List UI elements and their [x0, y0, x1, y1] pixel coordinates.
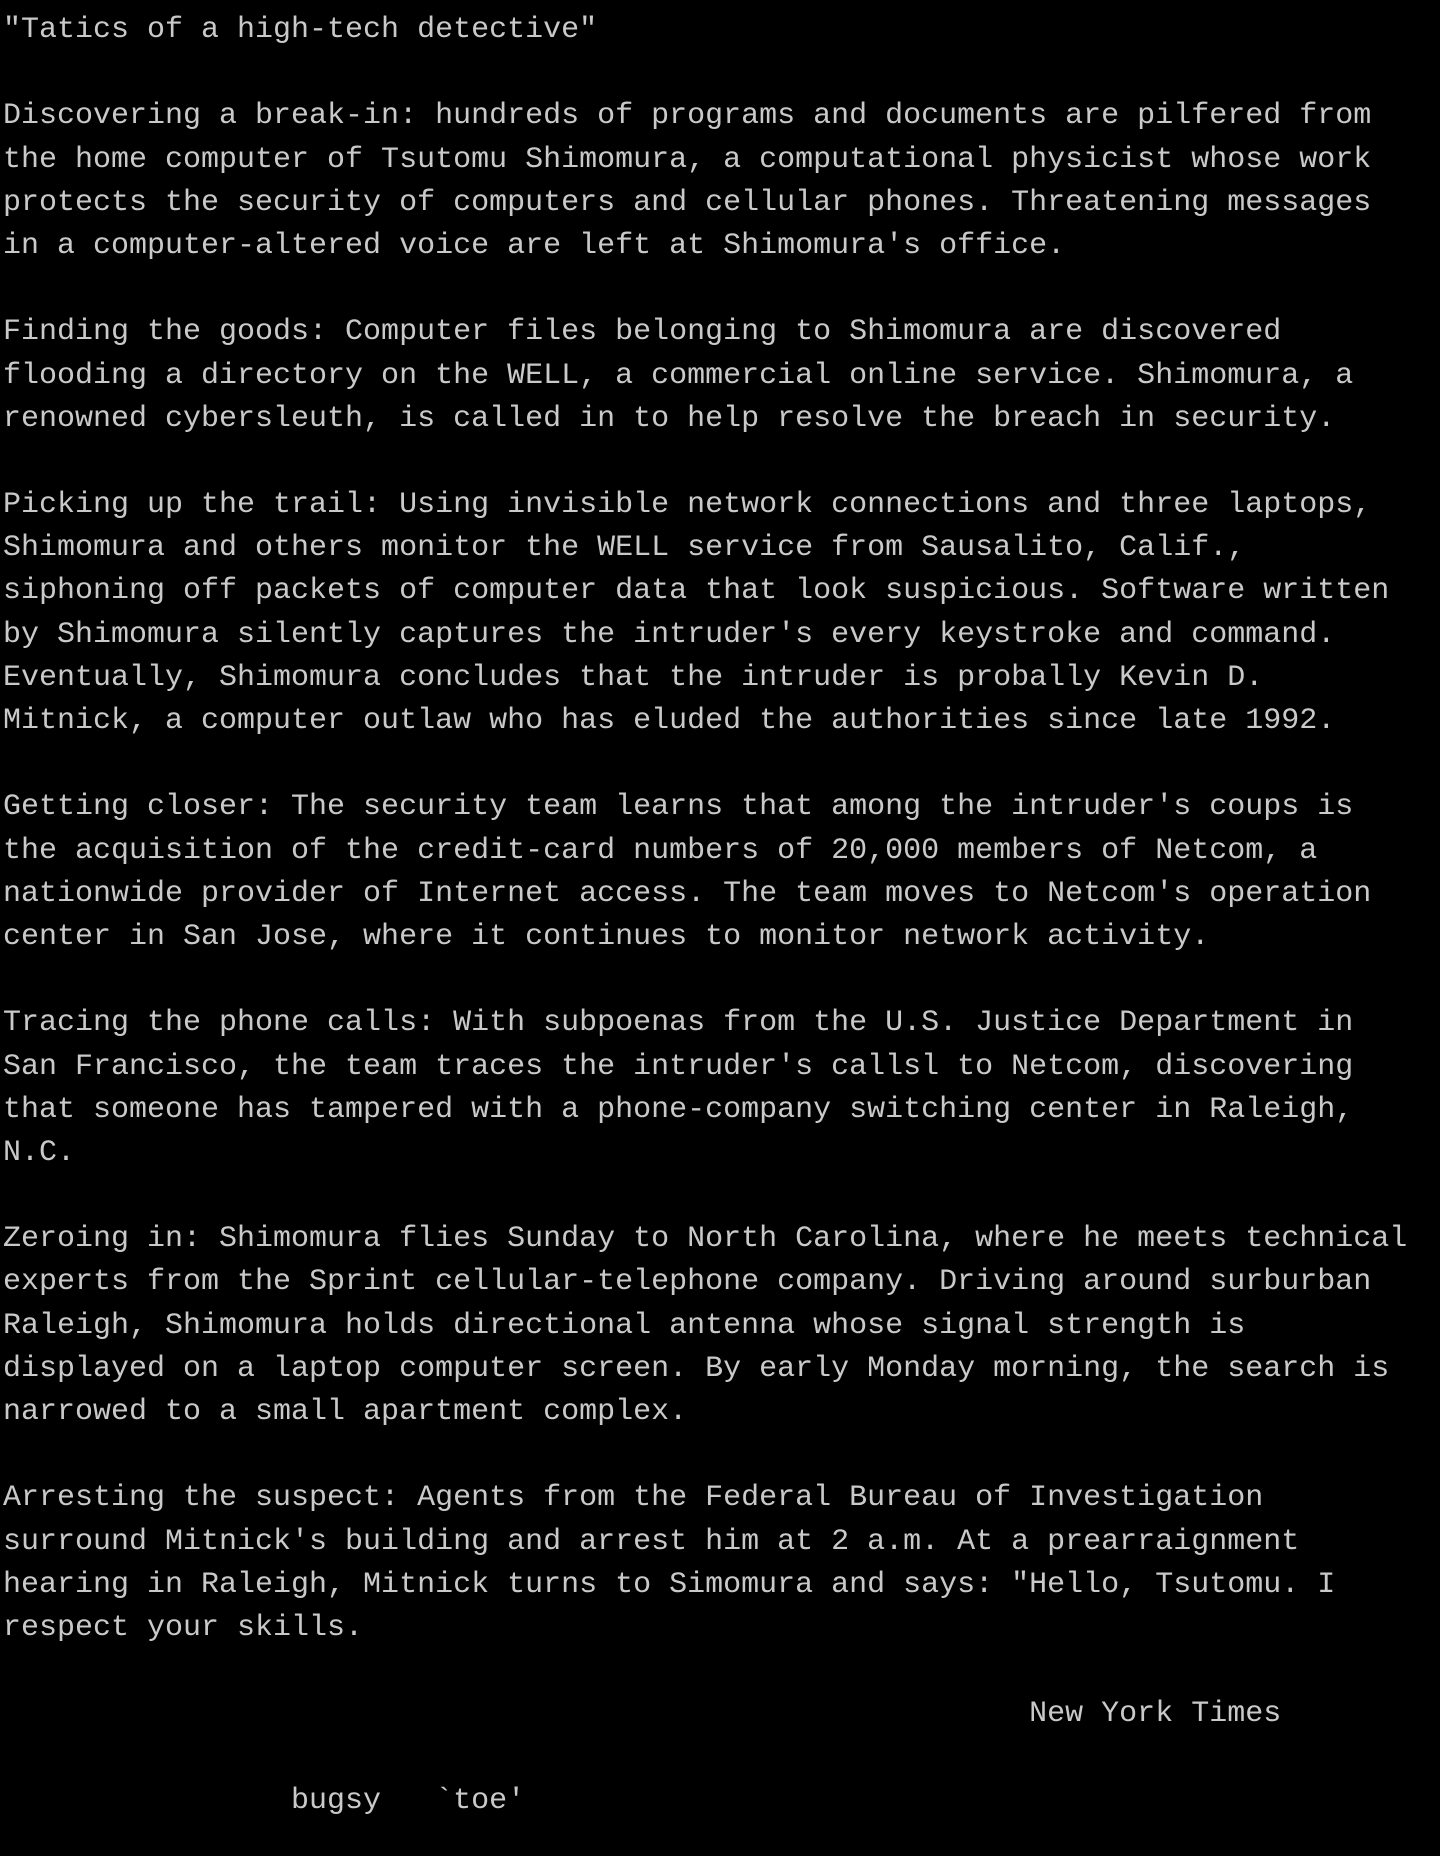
text-line: surround Mitnick's building and arrest him at 2 a.m. At a prearraignment [3, 1524, 1300, 1559]
text-line: Getting closer: The security team learns that among the intruder's coups is [3, 790, 1354, 825]
text-line: Shimomura and others monitor the WELL service from Sausalito, Calif., [3, 531, 1246, 566]
text-line: the home computer of Tsutomu Shimomura, a computational physicist whose work [3, 142, 1372, 177]
blank-line [3, 1175, 1440, 1218]
text-line: respect your skills. [3, 1610, 364, 1645]
blank-line [3, 1650, 1440, 1693]
blank-line [3, 1434, 1440, 1477]
blank-line [3, 743, 1440, 786]
text-line: the acquisition of the credit-card numbers of 20,000 members of Netcom, a [3, 833, 1318, 868]
attribution-line: New York Times [3, 1697, 1282, 1732]
text-line: N.C. [3, 1135, 76, 1170]
text-line: that someone has tampered with a phone-company switching center in Raleigh, [3, 1092, 1354, 1127]
text-line: Eventually, Shimomura concludes that the intruder is probally Kevin D. [3, 660, 1264, 695]
text-line: experts from the Sprint cellular-telephone company. Driving around surburban [3, 1265, 1372, 1300]
text-line: Mitnick, a computer outlaw who has eluded the authorities since late 1992. [3, 704, 1336, 738]
text-line: hearing in Raleigh, Mitnick turns to Simomura and says: "Hello, Tsutomu. I [3, 1567, 1336, 1602]
text-line: San Francisco, the team traces the intruder's callsl to Netcom, discovering [3, 1049, 1354, 1084]
text-line: displayed on a laptop computer screen. By early Monday morning, the search is [3, 1351, 1390, 1386]
article-title-line: "Tatics of a high-tech detective" [3, 13, 598, 47]
text-line: nationwide provider of Internet access. The team moves to Netcom's operation [3, 876, 1372, 911]
text-line: Zeroing in: Shimomura flies Sunday to North Carolina, where he meets technical [3, 1222, 1408, 1257]
text-line: Arresting the suspect: Agents from the Federal Bureau of Investigation [3, 1481, 1264, 1516]
blank-line [3, 1737, 1440, 1780]
text-line: renowned cybersleuth, is called in to help resolve the breach in security. [3, 401, 1336, 436]
blank-line [3, 52, 1440, 95]
text-line: center in San Jose, where it continues to monitor network activity. [3, 919, 1210, 954]
blank-line [3, 959, 1440, 1002]
text-line: Raleigh, Shimomura holds directional antenna whose signal strength is [3, 1308, 1246, 1343]
text-line: Tracing the phone calls: With subpoenas from the U.S. Justice Department in [3, 1006, 1354, 1041]
text-line: Discovering a break-in: hundreds of programs and documents are pilfered from [3, 99, 1372, 134]
text-line: Picking up the trail: Using invisible network connections and three laptops, [3, 488, 1372, 523]
text-line: by Shimomura silently captures the intruder's every keystroke and command. [3, 617, 1336, 652]
blank-line [3, 441, 1440, 484]
blank-line [3, 268, 1440, 311]
text-line: siphoning off packets of computer data that look suspicious. Software written [3, 574, 1390, 609]
text-line: flooding a directory on the WELL, a commercial online service. Shimomura, a [3, 358, 1354, 393]
text-line: in a computer-altered voice are left at Shimomura's office. [3, 228, 1066, 263]
signature-line: bugsy `toe' [3, 1783, 526, 1818]
text-line: protects the security of computers and cellular phones. Threatening messages [3, 185, 1372, 220]
text-line: narrowed to a small apartment complex. [3, 1395, 688, 1429]
text-line: Finding the goods: Computer files belonging to Shimomura are discovered [3, 315, 1282, 350]
